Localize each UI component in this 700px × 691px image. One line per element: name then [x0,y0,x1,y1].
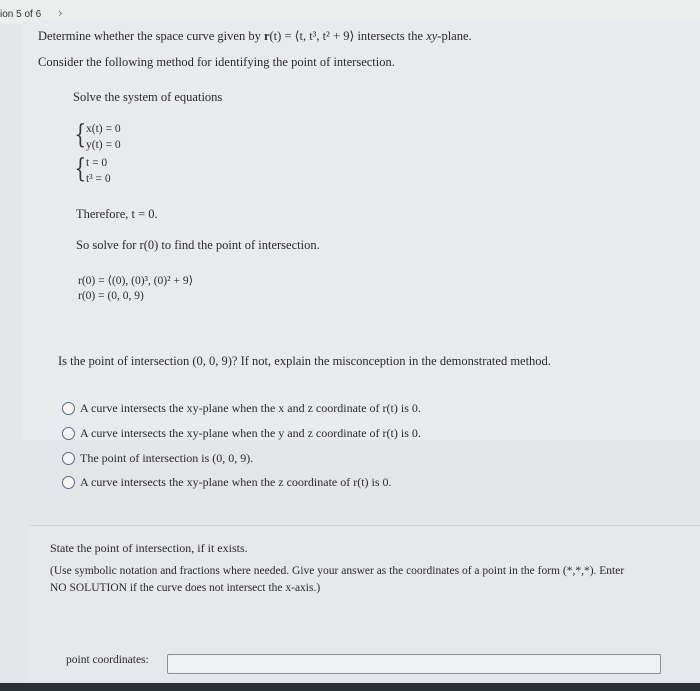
point-coordinates-input[interactable] [167,654,661,674]
equation-1: r(0) = ⟨(0), (0)³, (0)² + 9⟩ [78,275,194,287]
instructions-line-2: NO SOLUTION if the curve does not intersect the x-axis.) [50,582,321,594]
option-4-label[interactable]: A curve intersects the xy-plane when the z coordinate of r(t) is 0. [80,475,392,489]
instructions-line-1: (Use symbolic notation and fractions where needed. Give your answer as the coordinates of a point in the form (*,*,*). Enter [50,565,625,577]
therefore-text: Therefore, t = 0. [76,207,158,221]
brace-1: { [74,120,87,150]
brace-2: { [74,154,87,184]
question-card [22,20,700,440]
option-3-label[interactable]: The point of intersection is (0, 0, 9). [80,451,254,465]
question-text: Is the point of intersection (0, 0, 9)? If not, explain the misconception in the demonstrated method. [58,354,551,368]
point-coordinates-label: point coordinates: [66,654,149,666]
radio-option-1[interactable] [62,402,75,415]
problem-statement: Determine whether the space curve given by r(t) = ⟨t, t³, t² + 9⟩ intersects the xy-plane. [38,29,472,43]
option-2-label[interactable]: A curve intersects the xy-plane when the y and z coordinate of r(t) is 0. [80,426,421,440]
system-1-row-1: x(t) = 0 [86,123,121,135]
radio-option-2[interactable] [62,427,75,440]
radio-option-4[interactable] [62,476,75,489]
solve-label: Solve the system of equations [73,90,223,104]
system-2-row-2: t³ = 0 [86,173,111,185]
method-intro: Consider the following method for identifying the point of intersection. [38,55,395,69]
equation-2: r(0) = (0, 0, 9) [78,290,144,302]
solve-for-text: So solve for r(0) to find the point of intersection. [76,238,320,252]
system-1-row-2: y(t) = 0 [86,139,121,151]
system-2-row-1: t = 0 [86,157,108,169]
bottom-bar [0,683,700,691]
question-number: ion 5 of 6 [0,9,42,20]
option-1-label[interactable]: A curve intersects the xy-plane when the x and z coordinate of r(t) is 0. [80,401,421,415]
chevron-right-icon[interactable]: › [58,6,63,20]
radio-option-3[interactable] [62,452,75,465]
part2-title: State the point of intersection, if it exists. [50,541,248,555]
